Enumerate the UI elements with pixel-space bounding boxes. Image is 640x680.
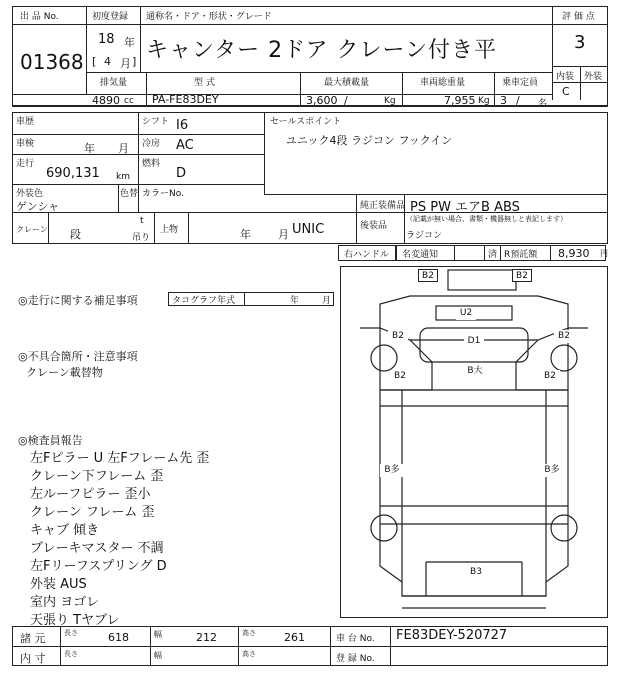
fuel: D (176, 166, 187, 181)
tacho-year-unit: 年 (290, 296, 300, 306)
color-no-label: カラーNo. (142, 189, 184, 199)
options: PS PW エアB ABS (410, 200, 520, 215)
report-line: 外装 AUS (30, 577, 87, 592)
reg-year: 18 (98, 32, 115, 47)
crane-stage-unit: 段 (70, 228, 81, 241)
max-load: 3,600 (306, 94, 338, 107)
model-name: キャンター 2ドア クレーン付き平 (146, 38, 498, 63)
damage-mark: B2 (388, 330, 408, 343)
mileage-unit: km (116, 172, 130, 182)
dims-label: 諸 元 (20, 632, 46, 645)
damage-mark: B多 (540, 464, 564, 477)
inspection-month-unit: 月 (118, 142, 129, 155)
mileage: 690,131 (46, 166, 100, 181)
damage-mark: B2 (540, 370, 560, 383)
shift-label: シフト (142, 117, 170, 127)
width-label: 幅 (154, 630, 162, 639)
shift: I6 (176, 118, 189, 133)
first-reg-label: 初度登録 (92, 12, 129, 22)
defect-item: クレーン載替物 (26, 366, 103, 379)
chassis-no: FE83DEY-520727 (396, 628, 508, 643)
report-line: キャブ 傾き (30, 523, 100, 538)
recycle-amount: 8,930 (558, 247, 590, 260)
crane-mount-label: 上物 (160, 225, 179, 235)
height: 261 (284, 631, 305, 644)
options-label: 純正装備品 (360, 201, 406, 211)
crane-maker: UNIC (292, 222, 325, 237)
lot-no-label: 出 品 No. (20, 12, 59, 22)
interior-width-label: 幅 (154, 651, 162, 660)
height-label: 高さ (242, 629, 256, 637)
model-type: PA-FE83DEY (152, 93, 219, 106)
defects-label: ◎不具合箇所・注意事項 (18, 350, 138, 363)
capacity: 3 (500, 94, 507, 107)
aircon-label: 冷房 (142, 139, 161, 149)
grade: 3 (574, 32, 586, 53)
reg-no-label: 登 録 No. (336, 654, 375, 664)
damage-mark: B2 (512, 269, 532, 282)
inspection-label: 車検 (16, 139, 35, 149)
displacement-label: 排気量 (100, 78, 128, 88)
report-line: 天張り Tヤブレ (30, 613, 120, 628)
width: 212 (196, 631, 217, 644)
damage-mark: B2 (554, 330, 574, 343)
displacement: 4890 (92, 94, 120, 107)
damage-mark: U2 (456, 307, 476, 320)
gross-weight-label: 車両総重量 (420, 78, 466, 88)
right-hand-flag: 右ハンドル (344, 250, 390, 260)
gross-weight-unit: Kg (478, 96, 490, 106)
inspection-year-unit: 年 (84, 142, 95, 155)
crane-year-unit: 年 (240, 228, 251, 241)
capacity-label: 乗車定員 (502, 78, 539, 88)
damage-mark: D1 (464, 335, 484, 348)
grade-label: 評 価 点 (562, 12, 595, 22)
damage-mark: B2 (418, 269, 438, 282)
aftermarket-note: （記載が無い場合、書類・機器無しと表記します） (406, 215, 567, 223)
length: 618 (108, 631, 129, 644)
tacho-label: タコグラフ年式 (172, 296, 236, 306)
report-line: クレーン下フレーム 歪 (30, 469, 164, 484)
damage-mark: B3 (466, 566, 486, 579)
max-load-unit: Kg (384, 96, 396, 106)
damage-mark: B大 (462, 365, 488, 378)
interior-height-label: 高さ (242, 650, 256, 658)
report-line: 左ルーフピラー 歪小 (30, 487, 151, 502)
aftermarket: ラジコン (406, 231, 443, 241)
sales-point-label: セールスポイント (270, 117, 342, 127)
sales-point: ユニック4段 ラジコン フックイン (286, 134, 453, 147)
exterior-label: 外装 (584, 72, 603, 82)
color-label: 外装色 (16, 189, 44, 199)
interior-label: 内装 (556, 72, 575, 82)
aircon: AC (176, 138, 194, 153)
crane-ton-unit: t (140, 216, 144, 226)
reg-year-unit: 年 (124, 36, 135, 49)
damage-mark: B多 (380, 464, 404, 477)
recycle-label: R預託額 (504, 250, 538, 260)
capacity-unit: 名 (538, 99, 548, 109)
lot-no: 01368 (20, 50, 84, 74)
model-label: 通称名・ドア・形状・グレード (146, 12, 272, 22)
auction-sheet: 出 品 No. 01368 初度登録 通称名・ドア・形状・グレード 18 年 [ 4 月 ] キャンター 2ドア クレーン付き平 評 価 点 3 内装 外装 C 排気量 型 式 最大積載量 車両総重量 乗車定員 4890 cc PA-FE83DEY 3,600 / Kg 7,955 Kg 3 / 名 車歴 シフト I6 車検 年 月 冷房 AC 走行 690,131 km 燃料 D 外装色 ゲンシャ 色替 カラーNo. セールスポイント ユニック4段 ラジコン フックイン 純正装備品 PS PW エアB ABS 後装品 （記載が無い場合、書類・機器無しと表記します） ラジコン クレーン 段 t 吊り 上物 年 月 UNIC 右ハンドル 名変通知 済 R預託額 8,930 円 ◎走行に関する補足事項 タコグラフ年式 年 月 ◎不具合箇所・注意事項 クレーン載替物 ◎検査員報告 左Fピラー U 左Fフレーム先 歪 クレーン下フレーム 歪 左ルーフピラー 歪小 クレーン フレーム 歪 キャブ 傾き ブレーキマスター 不調 左Fリーフスプリング D 外装 AUS 室内 ヨゴレ 天張り Tヤブレ B2 B2 U2 B2 D1 B2 B2 B大 B2 B多 B多 B3 諸 元 長さ 618 幅 212 高さ 261 車 台 No. FE83DEY-520727 内 寸 長さ 幅 高さ 登 録 No. (0, 0, 640, 680)
gross-weight: 7,955 (444, 94, 476, 107)
crane-hang-label: 吊り (132, 233, 151, 243)
damage-mark: B2 (390, 370, 410, 383)
inspector-label: ◎検査員報告 (18, 434, 83, 447)
max-load-label: 最大積載量 (324, 78, 370, 88)
length-label: 長さ (64, 629, 78, 637)
tacho-month-unit: 月 (322, 296, 332, 306)
report-line: 室内 ヨゴレ (30, 595, 100, 610)
report-line: ブレーキマスター 不調 (30, 541, 164, 556)
interior-length-label: 長さ (64, 650, 78, 658)
name-change-label: 名変通知 (402, 250, 439, 260)
mileage-label: 走行 (16, 159, 35, 169)
interior-dims-label: 内 寸 (20, 652, 46, 665)
chassis-label: 車 台 No. (336, 634, 375, 644)
crane-month-unit: 月 (278, 228, 289, 241)
history-label: 車歴 (16, 117, 35, 127)
color: ゲンシャ (16, 200, 60, 213)
reg-month-unit: 月 (120, 57, 131, 70)
reg-month: 4 (104, 55, 111, 68)
color-code-label: 色替 (120, 189, 139, 199)
recycle-yen: 円 (600, 249, 608, 258)
report-line: クレーン フレーム 歪 (30, 505, 155, 520)
crane-label: クレーン (16, 225, 48, 234)
report-line: 左Fリーフスプリング D (30, 559, 167, 574)
aftermarket-label: 後装品 (360, 221, 388, 231)
report-line: 左Fピラー U 左Fフレーム先 歪 (30, 451, 210, 466)
displacement-unit: cc (124, 96, 134, 106)
type-label: 型 式 (194, 78, 215, 88)
driving-remarks-label: ◎走行に関する補足事項 (18, 294, 138, 307)
fuel-label: 燃料 (142, 159, 161, 169)
interior-grade: C (562, 85, 570, 98)
name-change-done: 済 (488, 250, 498, 260)
